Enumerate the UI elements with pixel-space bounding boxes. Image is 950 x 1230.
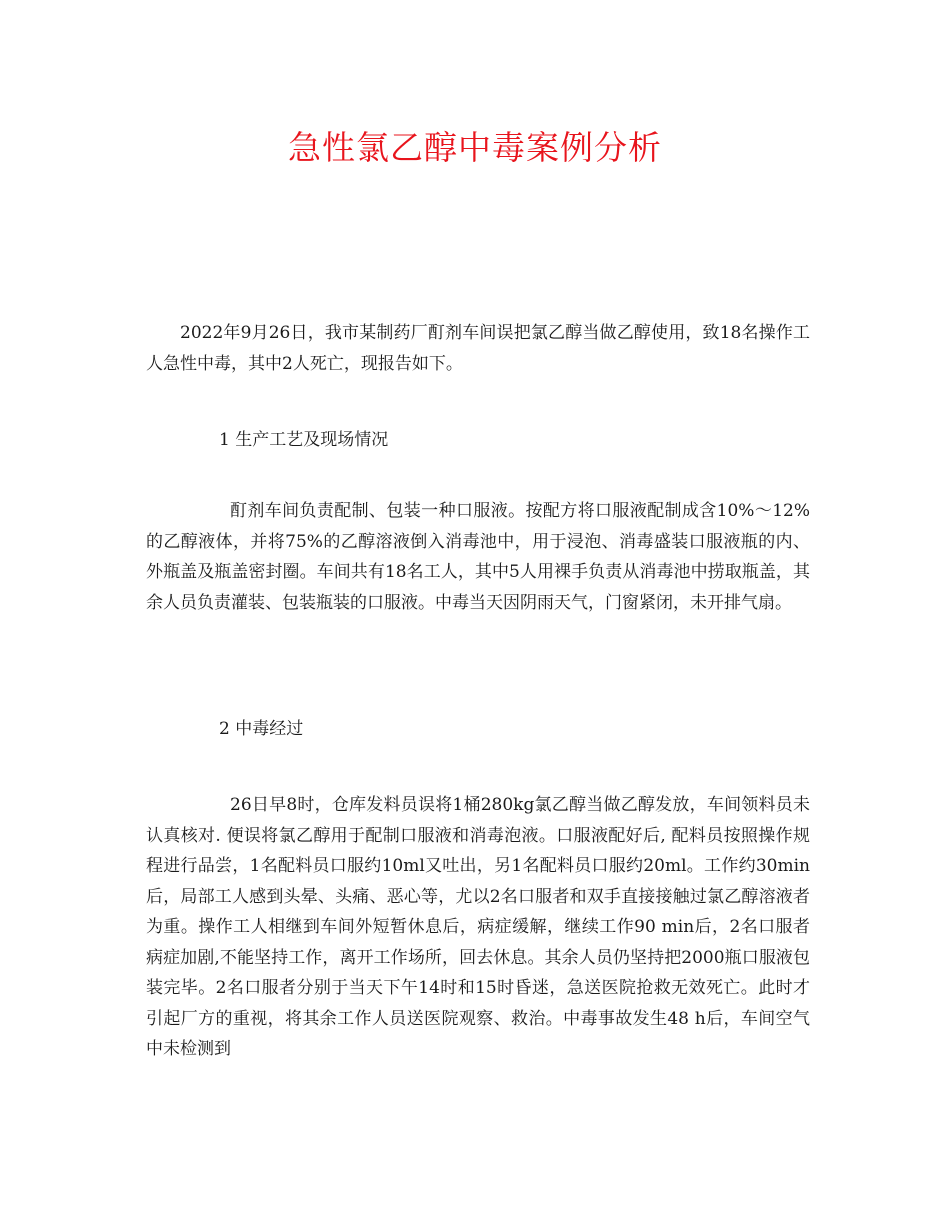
- section-heading-process: 1 生产工艺及现场情况: [219, 430, 389, 450]
- section-body-process: 酊剂车间负责配制、包装一种口服液。按配方将口服液配制成含10%～12%的乙醇液体，并将75%的乙醇溶液倒入消毒池中，用于浸泡、消毒盛装口服液瓶的内、外瓶盖及瓶盖密封圈。车间共有18名工人，其中5人用裸手负责从消毒池中捞取瓶盖，其余人员负责灌装、包装瓶装的口服液。中毒当天因阴雨天气，门窗紧闭，未开排气扇。: [146, 501, 810, 613]
- intro-paragraph: 2022年9月26日，我市某制药厂酊剂车间误把氯乙醇当做乙醇使用，致18名操作工人急性中毒，其中2人死亡，现报告如下。: [146, 323, 810, 374]
- section-heading-poisoning: 2 中毒经过: [219, 719, 304, 739]
- document-title: 急性氯乙醇中毒案例分析: [288, 128, 662, 167]
- section-body-poisoning: 26日早8时，仓库发料员误将1桶280kg氯乙醇当做乙醇发放，车间领料员未认真核对. 便误将氯乙醇用于配制口服液和消毒泡液。口服液配好后, 配料员按照操作规程进行品尝，1名配料员口服约10ml又吐出，另1名配料员口服约20ml。工作约30min后，局部工人感到头晕、头痛、恶心等，尤以2名口服者和双手直接接触过氯乙醇溶液者为重。操作工人相继到车间外短暂休息后，病症缓解，继续工作90 min后，2名口服者病症加剧,不能坚持工作，离开工作场所，回去休息。其余人员仍坚持把2000瓶口服液包装完毕。2名口服者分别于当天下午14时和15时昏迷，急送医院抢救无效死亡。此时才引起厂方的重视，将其余工作人员送医院观察、救治。中毒事故发生48 h后，车间空气中未检测到: [146, 795, 810, 1059]
